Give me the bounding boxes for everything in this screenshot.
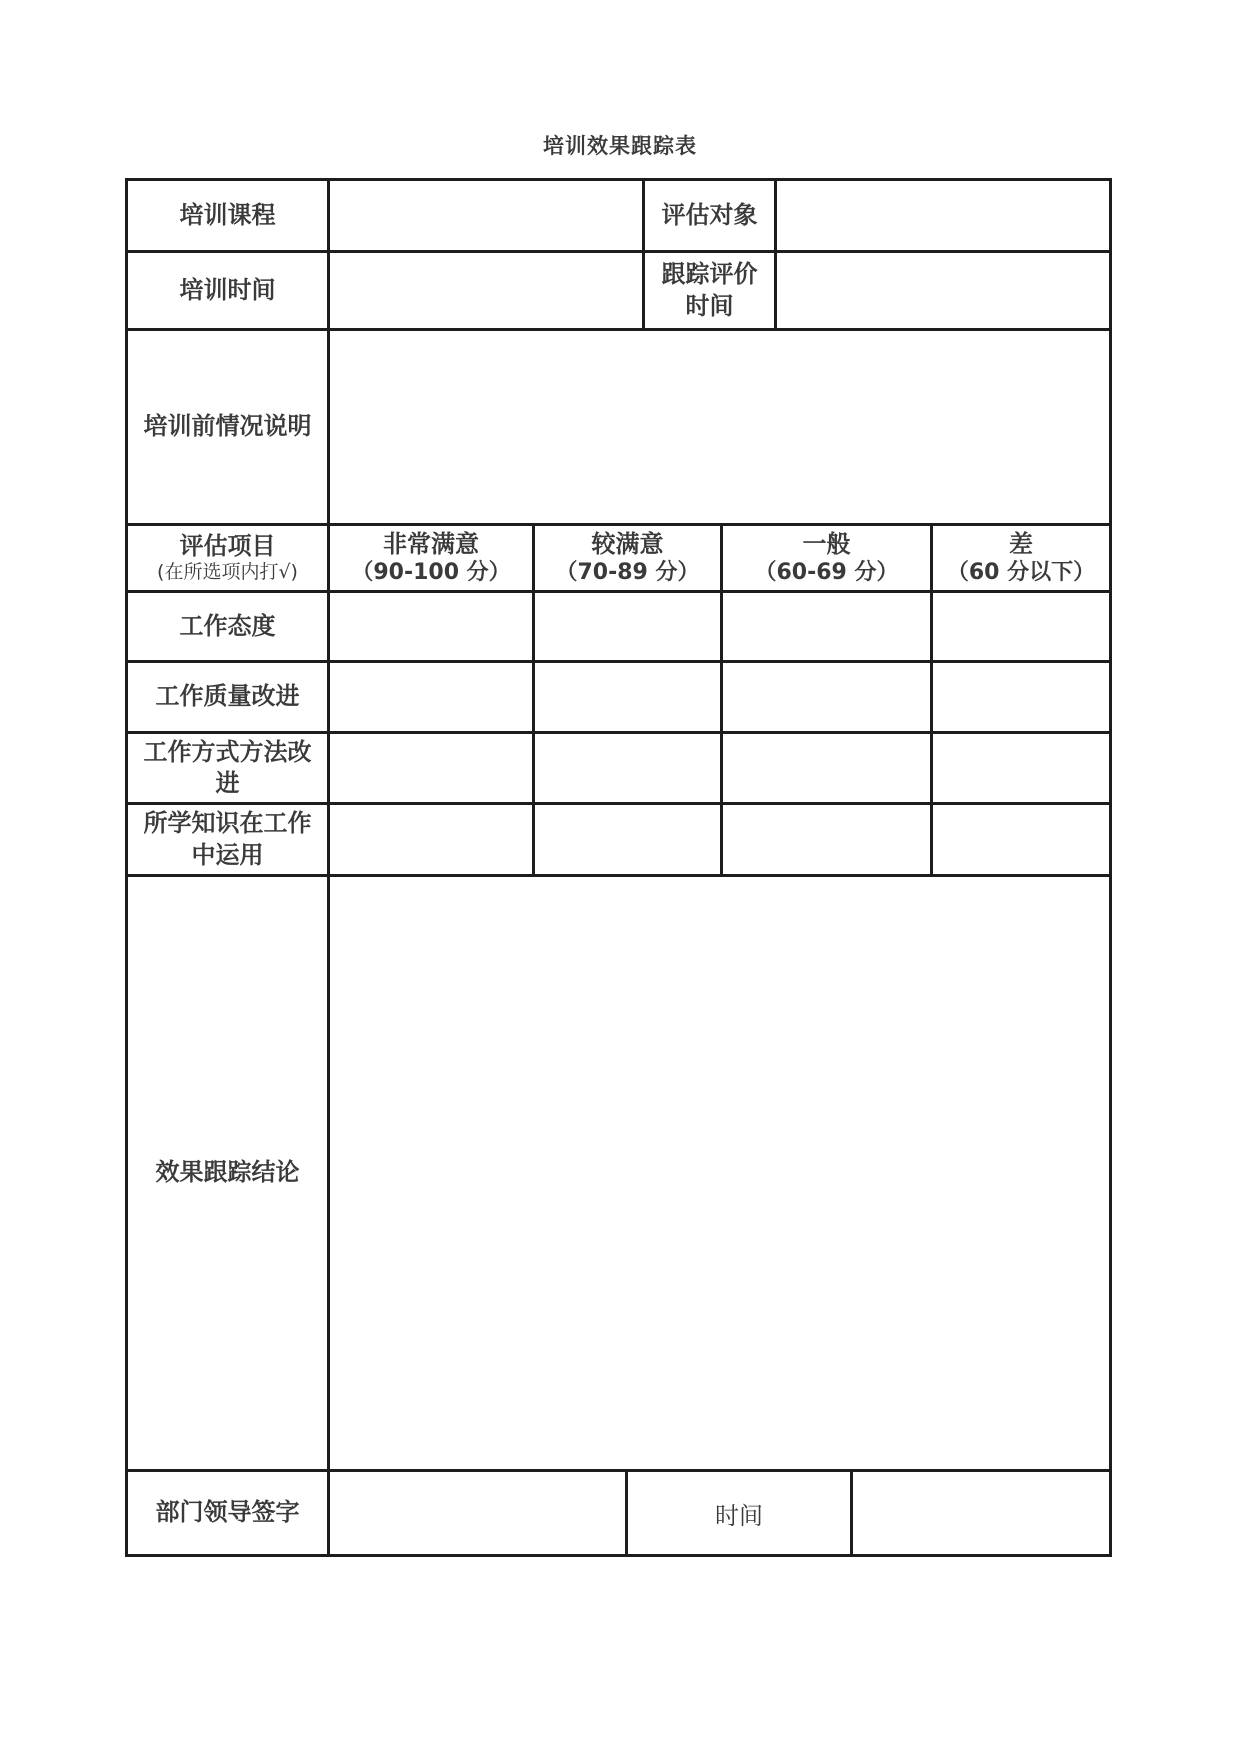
department-leader-signature-label: 部门领导签字	[155, 1498, 300, 1527]
table-row-eval-item	[128, 731, 1109, 802]
option-range: （60 分以下）	[946, 560, 1096, 586]
eval-mark-cell[interactable]	[720, 663, 930, 731]
option-header-satisfied	[532, 526, 720, 590]
eval-item-label-work-methods: 工作方式方法改进	[143, 737, 312, 797]
training-tracking-table	[125, 178, 1112, 1557]
eval-mark-cell[interactable]	[720, 593, 930, 660]
evaluation-target-input[interactable]	[774, 181, 1109, 250]
evaluation-target-label: 评估对象	[642, 181, 774, 250]
eval-mark-cell[interactable]	[720, 734, 930, 802]
eval-item-label-work-quality: 工作质量改进	[155, 682, 300, 711]
eval-mark-cell[interactable]	[930, 805, 1109, 874]
table-row-evaluation-header	[128, 523, 1109, 590]
tracking-evaluation-time-label: 跟踪评价时间	[642, 253, 774, 328]
option-label: 较满意	[591, 530, 664, 559]
eval-mark-cell[interactable]	[532, 593, 720, 660]
eval-item-label-work-attitude: 工作态度	[179, 611, 276, 640]
evaluation-item-header-cell	[128, 526, 327, 590]
eval-mark-cell[interactable]	[532, 734, 720, 802]
option-range: （60-69 分）	[754, 560, 899, 586]
eval-mark-cell[interactable]	[720, 805, 930, 874]
evaluation-item-header-note: (在所选项内打√)	[157, 560, 298, 583]
eval-mark-cell[interactable]	[930, 593, 1109, 660]
table-row-eval-item	[128, 660, 1109, 731]
eval-mark-cell[interactable]	[532, 663, 720, 731]
pre-training-description-input[interactable]	[327, 331, 1109, 523]
option-header-average	[720, 526, 930, 590]
signature-time-input[interactable]	[850, 1472, 1109, 1554]
eval-mark-cell[interactable]	[930, 663, 1109, 731]
eval-mark-cell[interactable]	[327, 663, 532, 731]
table-row-course	[128, 181, 1109, 250]
training-course-label: 培训课程	[179, 200, 276, 229]
option-header-very-satisfied	[327, 526, 532, 590]
effect-tracking-conclusion-label: 效果跟踪结论	[155, 1158, 300, 1187]
training-time-label: 培训时间	[179, 275, 276, 304]
table-row-eval-item	[128, 802, 1109, 874]
eval-mark-cell[interactable]	[532, 805, 720, 874]
eval-mark-cell[interactable]	[327, 593, 532, 660]
option-range: （70-89 分）	[555, 560, 700, 586]
department-leader-signature-input[interactable]	[327, 1472, 625, 1554]
eval-mark-cell[interactable]	[327, 734, 532, 802]
table-row-eval-item	[128, 590, 1109, 660]
eval-mark-cell[interactable]	[930, 734, 1109, 802]
table-row-signature	[128, 1469, 1109, 1554]
training-course-input[interactable]	[327, 181, 642, 250]
pre-training-description-label: 培训前情况说明	[143, 412, 312, 441]
training-time-input[interactable]	[327, 253, 642, 328]
option-label: 非常满意	[383, 530, 479, 559]
option-header-poor	[930, 526, 1109, 590]
page-title: 培训效果跟踪表	[543, 134, 697, 158]
table-row-time	[128, 250, 1109, 328]
option-label: 差	[1009, 530, 1033, 559]
effect-tracking-conclusion-input[interactable]	[327, 877, 1109, 1469]
signature-time-label: 时间	[625, 1472, 850, 1554]
option-label: 一般	[802, 530, 851, 559]
tracking-evaluation-time-input[interactable]	[774, 253, 1109, 328]
eval-item-label-knowledge-application: 所学知识在工作中运用	[143, 809, 312, 869]
table-row-conclusion	[128, 874, 1109, 1469]
evaluation-item-header-label: 评估项目	[179, 531, 276, 560]
option-range: （90-100 分）	[351, 560, 511, 586]
table-row-pre-training	[128, 328, 1109, 523]
eval-mark-cell[interactable]	[327, 805, 532, 874]
